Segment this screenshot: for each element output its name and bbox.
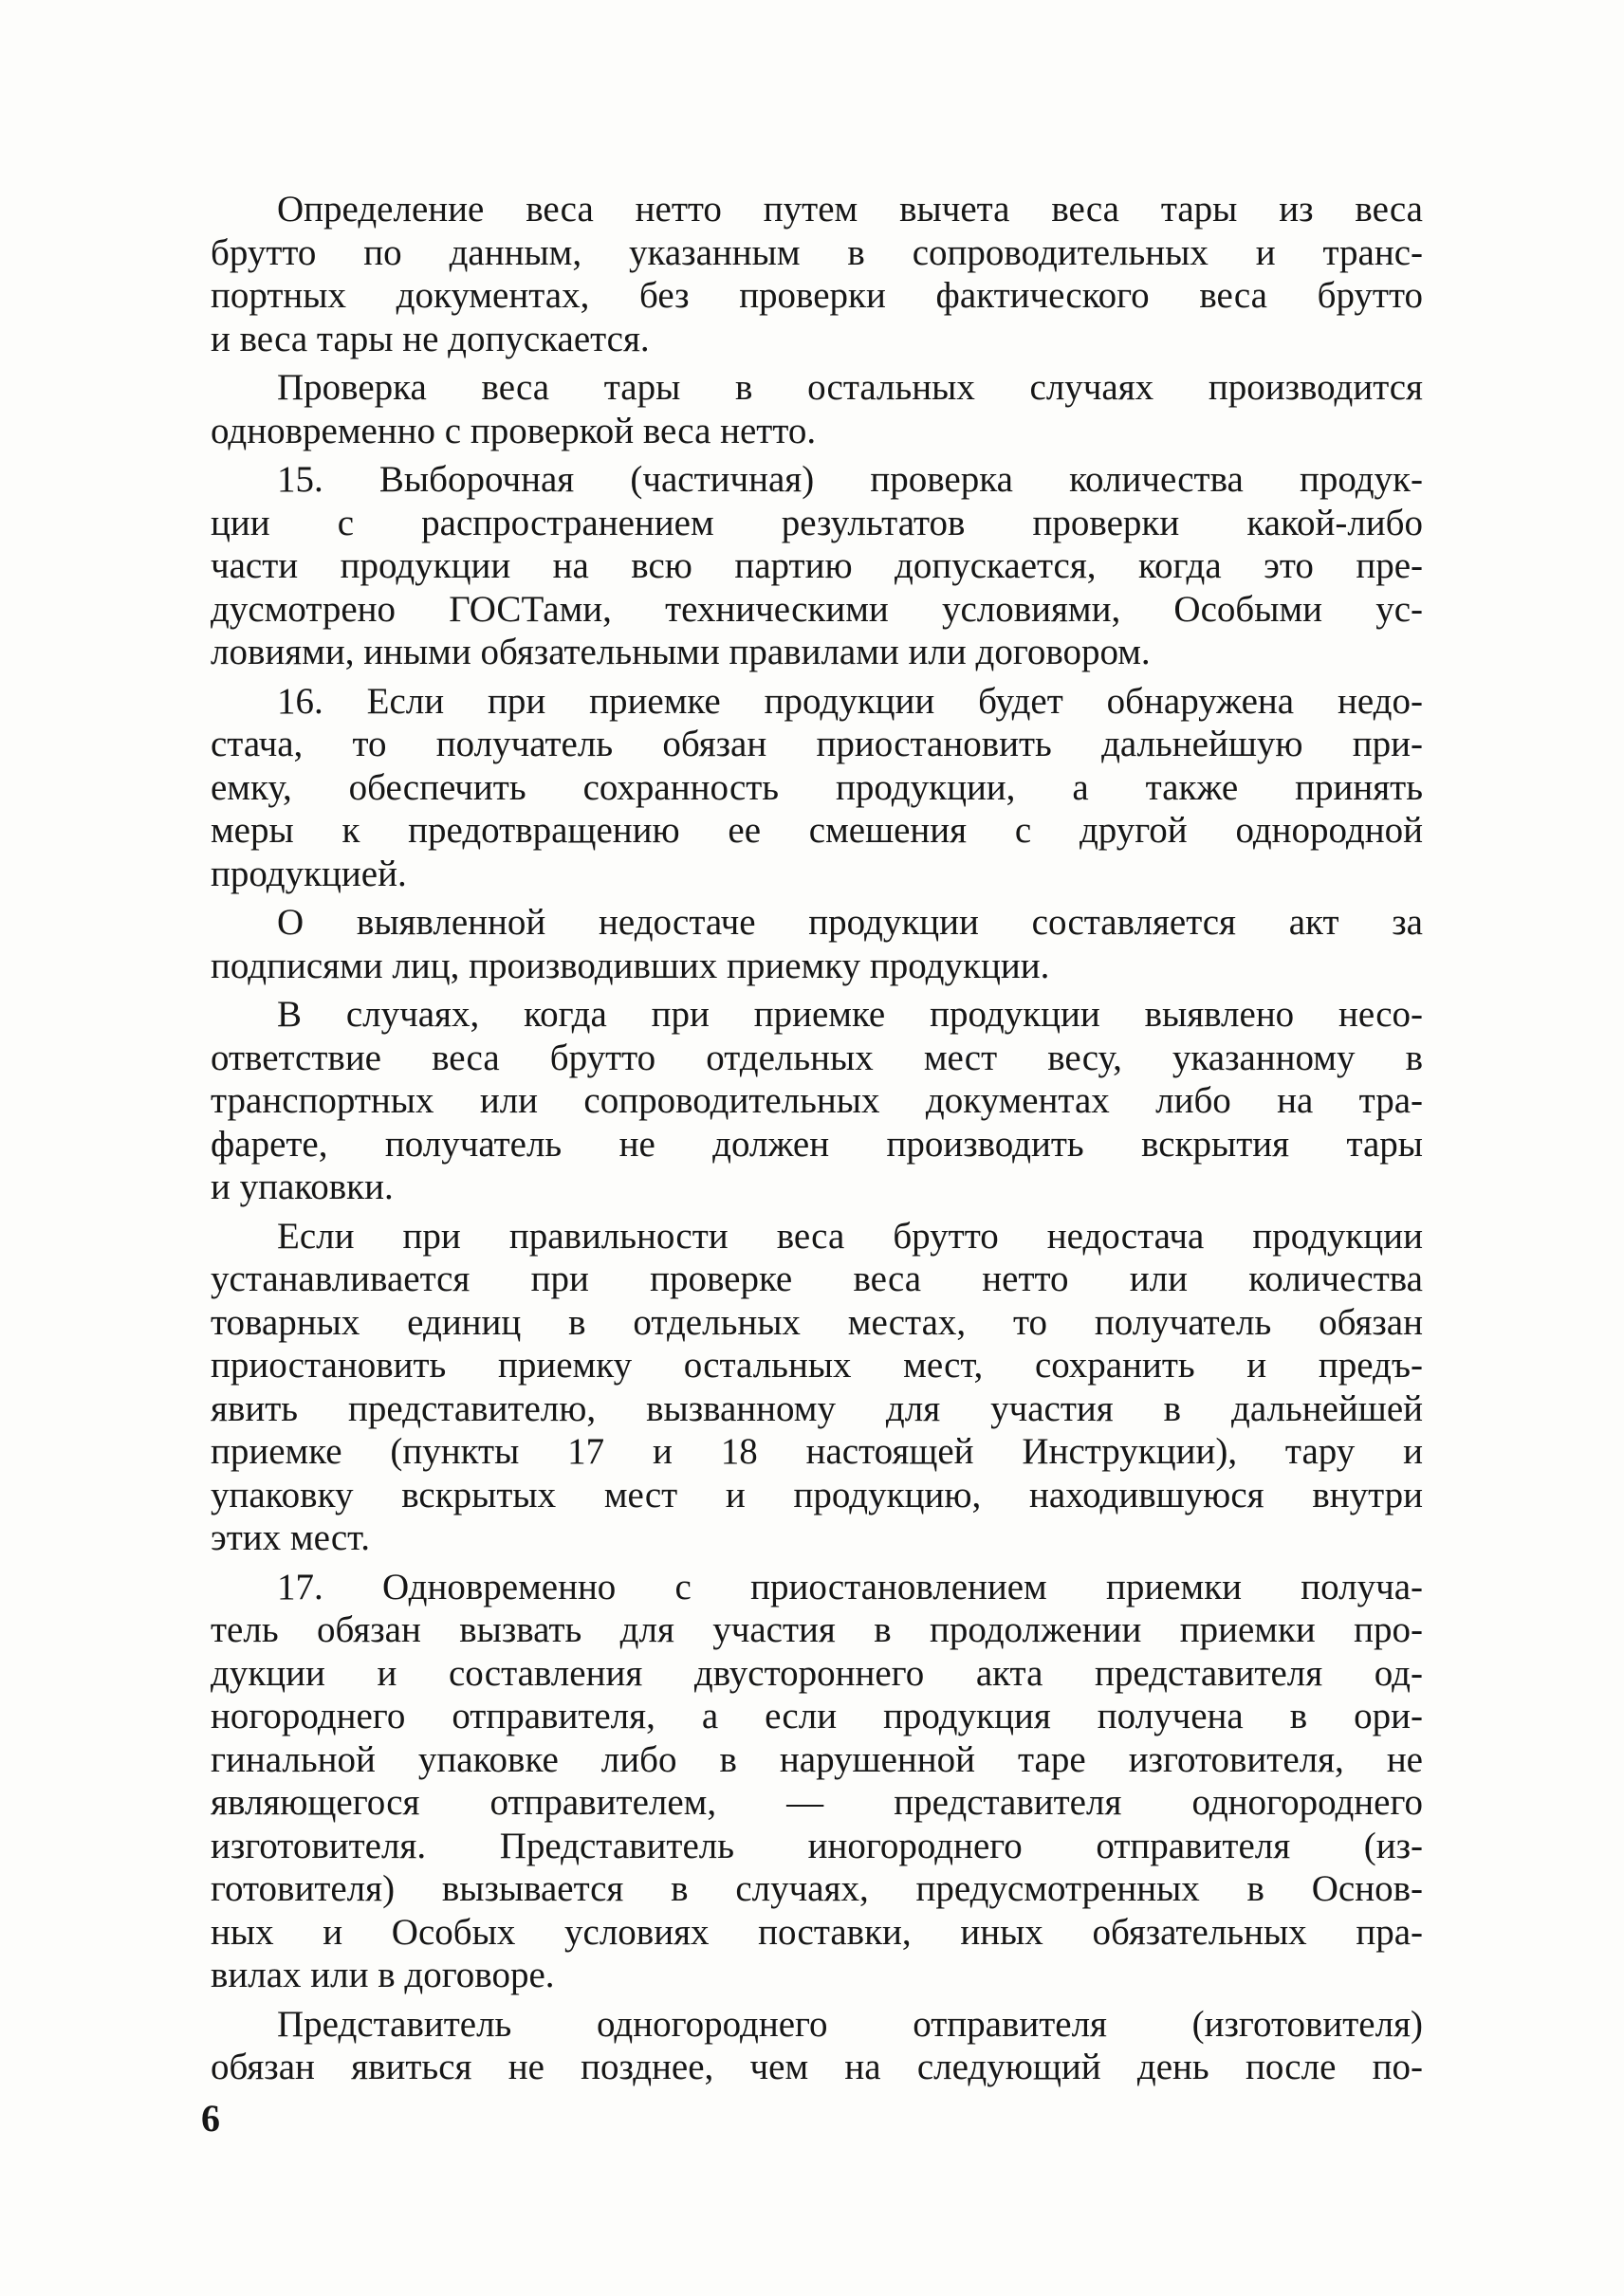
text-line: Определение веса нетто путем вычета веса тары из веса (277, 189, 1423, 230)
text-line: ногороднего отправителя, а если продукция получена в ори- (211, 1696, 1423, 1736)
text-line: приемке (пункты 17 и 18 настоящей Инструкции), тару и (211, 1431, 1423, 1472)
body-text (211, 188, 1423, 2095)
text-line: 16. Если при приемке продукции будет обнаружена недо- (277, 680, 1423, 722)
text-line: ции с распространением результатов проверки какой-либо (211, 502, 1423, 543)
paragraph (211, 901, 1423, 987)
text-line: этих мест. (211, 1517, 371, 1558)
text-line: приостановить приемку остальных мест, сохранить и предъ- (211, 1345, 1423, 1386)
text-line: Представитель одногороднего отправителя (изготовителя) (277, 2003, 1423, 2045)
paragraph (211, 458, 1423, 674)
text-line: обязан явиться не позднее, чем на следующий день после по- (211, 2047, 1423, 2087)
text-line: дусмотрено ГОСТами, техническими условиями, Особыми ус- (211, 588, 1423, 630)
page-number: 6 (201, 2097, 220, 2140)
text-line: В случаях, когда при приемке продукции выявлено несо- (277, 994, 1423, 1035)
text-line: 17. Одновременно с приостановлением приемки получа- (277, 1566, 1423, 1607)
text-line: вилах или в договоре. (211, 1955, 555, 1995)
text-line: Если при правильности веса брутто недостача продукции (277, 1215, 1423, 1257)
text-line: Проверка веса тары в остальных случаях производится (277, 367, 1423, 408)
text-line: брутто по данным, указанным в сопроводительных и транс- (211, 231, 1423, 273)
text-line: подписями лиц, производивших приемку продукции. (211, 945, 1050, 986)
paragraph (211, 2003, 1423, 2089)
text-line: являющегося отправителем, — представителя одногороднего (211, 1782, 1423, 1823)
text-line: дукции и составления двустороннего акта представителя од- (211, 1652, 1423, 1694)
paragraph (211, 188, 1423, 360)
text-line: одновременно с проверкой веса нетто. (211, 410, 817, 451)
text-line: и упаковки. (211, 1166, 394, 1207)
text-line: меры к предотвращению ее смешения с другой однородной (211, 810, 1423, 851)
text-line: О выявленной недостаче продукции составляется акт за (277, 902, 1423, 943)
text-line: упаковку вскрытых мест и продукцию, находившуюся внутри (211, 1474, 1423, 1515)
paragraph (211, 1215, 1423, 1560)
text-line: товарных единиц в отдельных местах, то получатель обязан (211, 1301, 1423, 1343)
text-line: готовителя) вызывается в случаях, предусмотренных в Основ- (211, 1868, 1423, 1909)
text-line: ответствие веса брутто отдельных мест весу, указанному в (211, 1037, 1423, 1078)
text-line: и веса тары не допускается. (211, 318, 650, 359)
text-line: емку, обеспечить сохранность продукции, а также принять (211, 766, 1423, 808)
text-line: части продукции на всю партию допускается, когда это пре- (211, 545, 1423, 586)
text-line: ловиями, иными обязательными правилами или договором. (211, 632, 1151, 672)
paragraph (211, 680, 1423, 896)
text-line: 15. Выборочная (частичная) проверка количества продук- (277, 459, 1423, 500)
text-line: явить представителю, вызванному для участия в дальнейшей (211, 1387, 1423, 1429)
text-line: устанавливается при проверке веса нетто или количества (211, 1258, 1423, 1299)
text-line: изготовителя. Представитель иногороднего отправителя (из- (211, 1825, 1423, 1866)
text-line: портных документах, без проверки фактического веса брутто (211, 275, 1423, 316)
text-line: фарете, получатель не должен производить вскрытия тары (211, 1123, 1423, 1165)
paragraph (211, 1566, 1423, 1997)
text-line: гинальной упаковке либо в нарушенной таре изготовителя, не (211, 1738, 1423, 1780)
text-line: тель обязан вызвать для участия в продолжении приемки про- (211, 1609, 1423, 1650)
text-line: стача, то получатель обязан приостановить дальнейшую при- (211, 724, 1423, 764)
paragraph (211, 366, 1423, 452)
text-line: продукцией. (211, 853, 407, 894)
paragraph (211, 993, 1423, 1209)
text-line: ных и Особых условиях поставки, иных обязательных пра- (211, 1911, 1423, 1953)
text-line: транспортных или сопроводительных документах либо на тра- (211, 1080, 1423, 1121)
